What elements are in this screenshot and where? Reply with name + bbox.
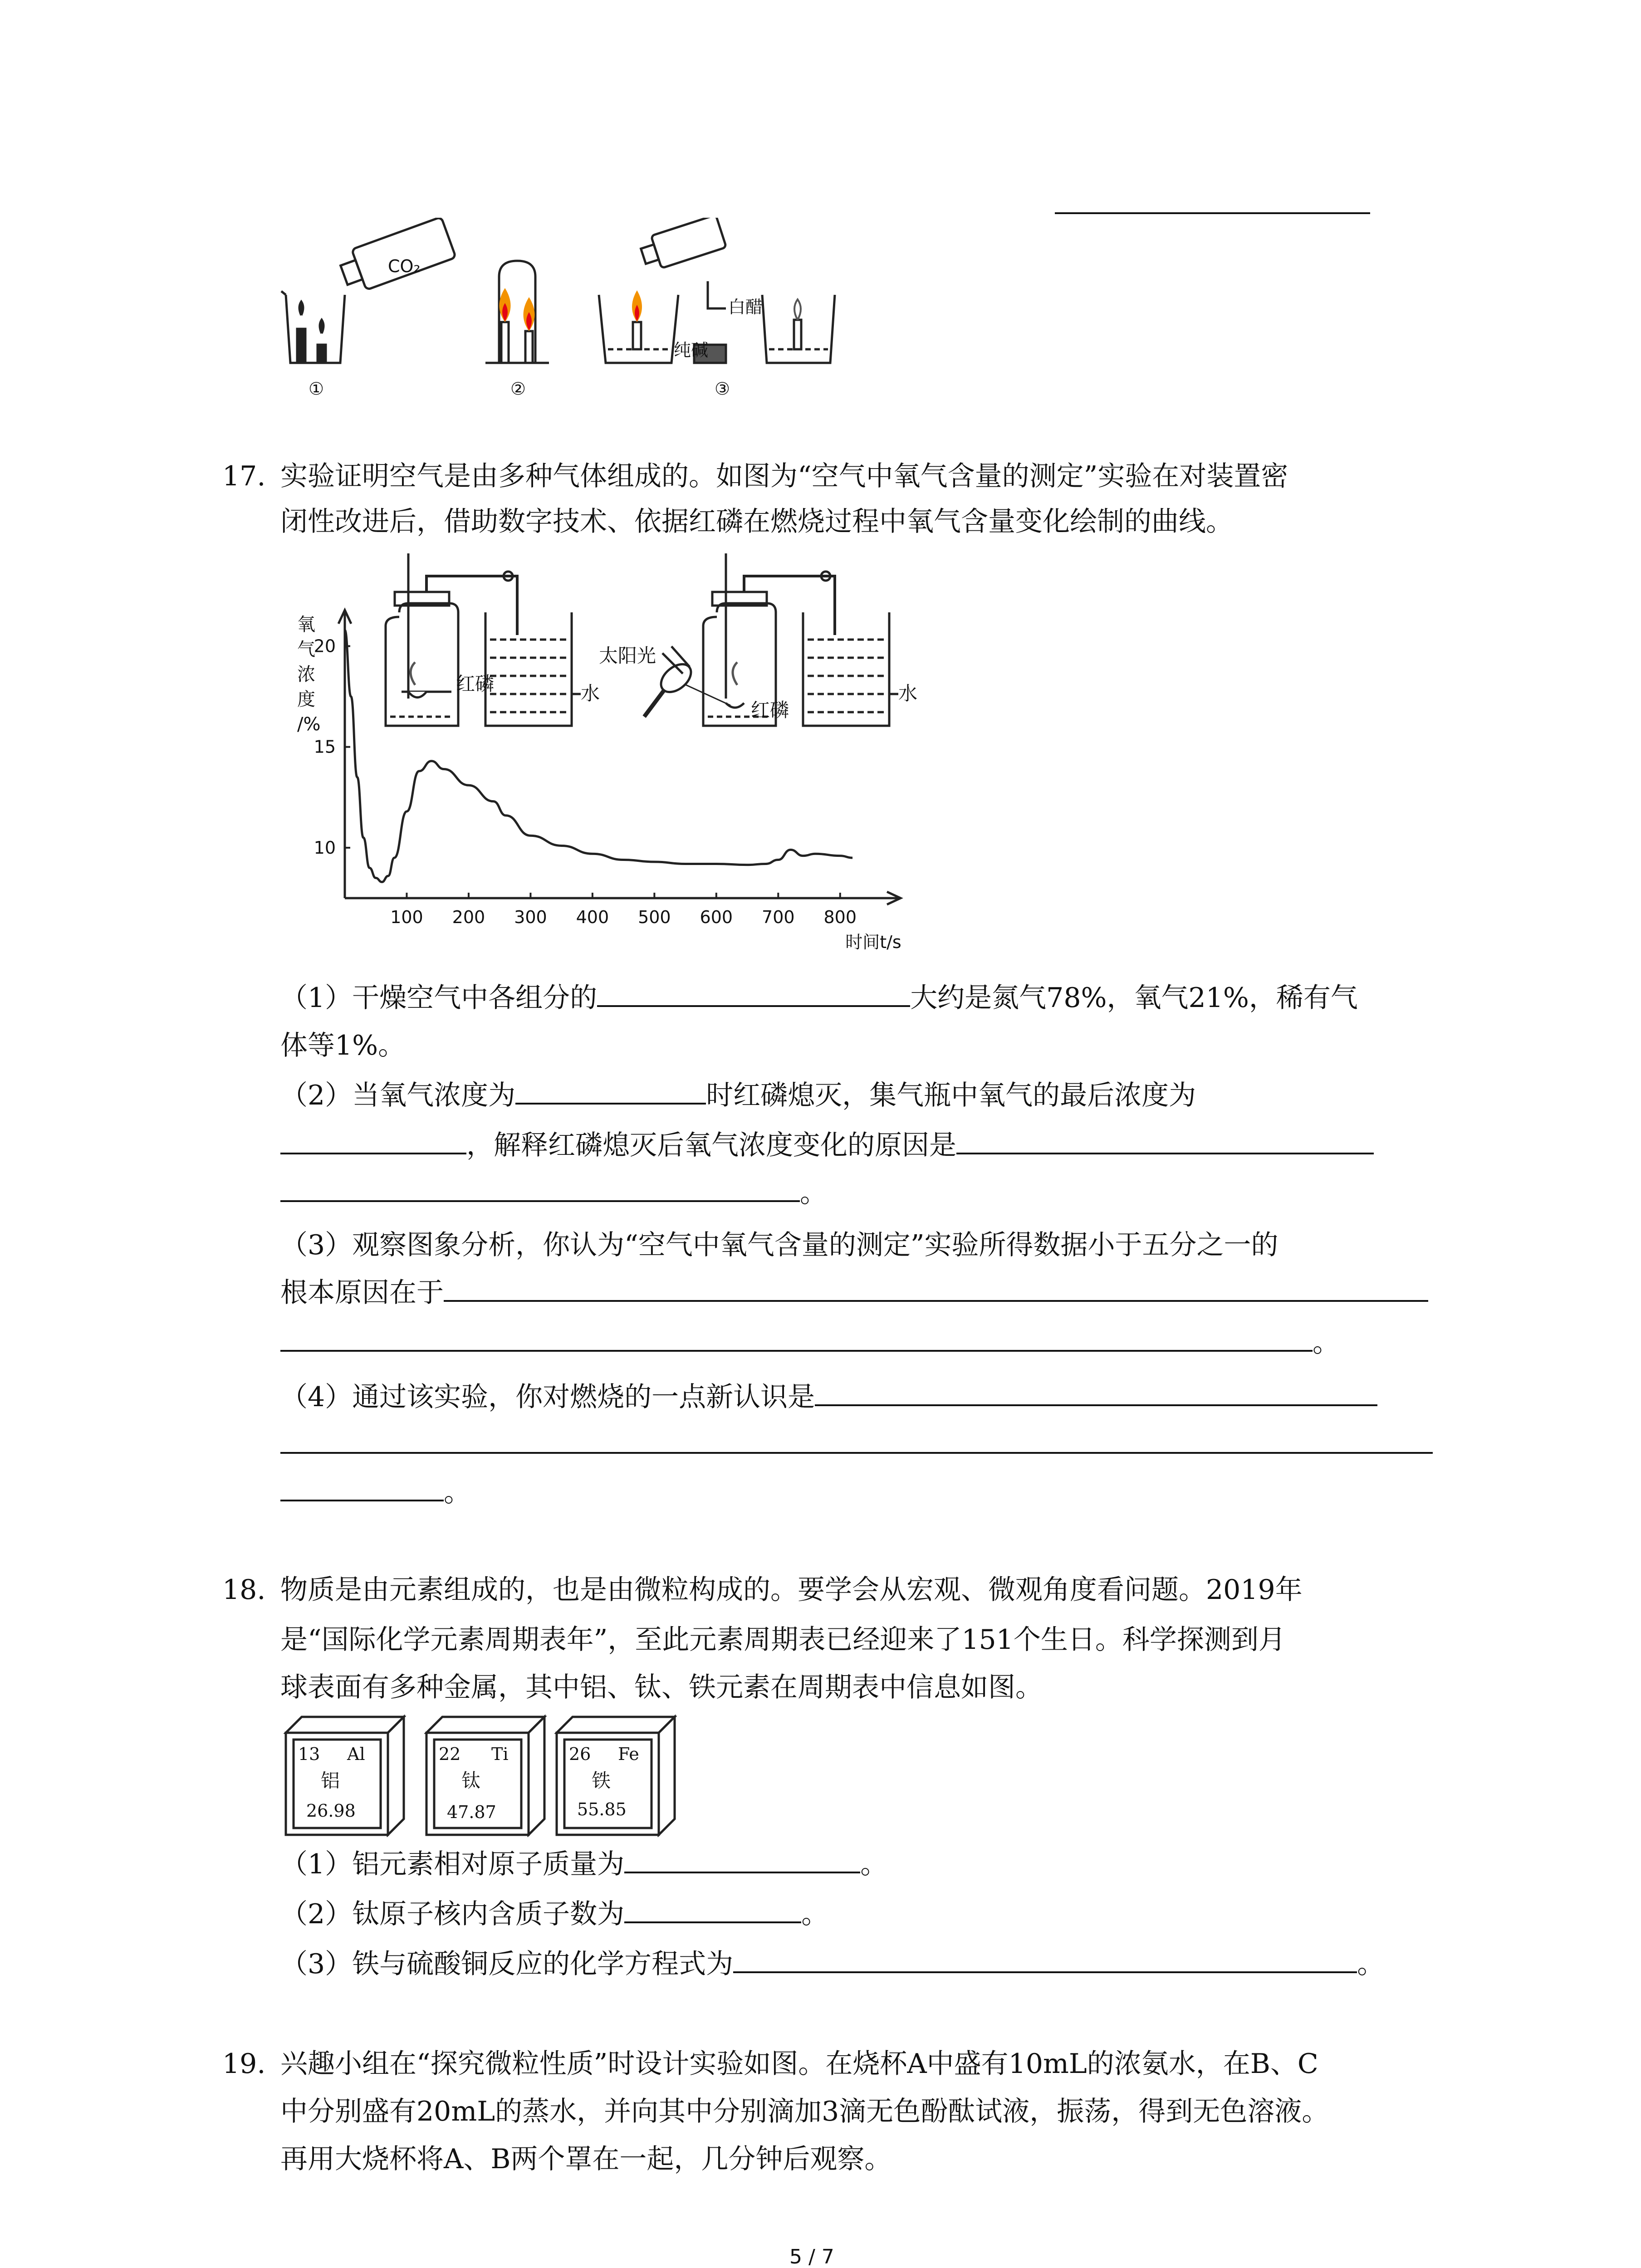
q17-part1-text-b: 大约是氮气78%，氧气21%，稀有气 [910,982,1358,1014]
figure-label-1: ① [309,379,324,399]
sunlight-label: 太阳光 [599,645,656,667]
q17-part2-text-b: 时红磷熄灭，集气瓶中氧气的最后浓度为 [706,1080,1196,1111]
q17-part4-blank-3[interactable] [280,1472,444,1501]
q17-part2-line3 [280,1170,827,1216]
x-tick-label: 400 [576,907,609,927]
al-number: 13 [298,1744,320,1764]
water-label-left: 水 [581,682,600,704]
x-tick-label: 500 [638,907,671,927]
q18-part2-end: 。 [801,1898,829,1930]
element-card-fe [554,1715,677,1839]
q17-part4-end: 。 [444,1476,471,1508]
fe-mass: 55.85 [577,1799,627,1819]
element-card-al [284,1715,406,1839]
ti-symbol: Ti [491,1744,509,1764]
q18-part2 [280,1892,828,1937]
x-tick-label: 200 [452,907,485,927]
ti-name: 钛 [461,1769,481,1792]
top-answer-blank[interactable] [1055,212,1370,214]
q17-part2-line1 [280,1073,1196,1118]
q17-part2-text-c: ，解释红磷熄灭后氧气浓度变化的原因是 [466,1129,956,1161]
q17-part2-end: 。 [800,1177,827,1209]
al-mass: 26.98 [306,1801,356,1821]
q19-line-2: 中分别盛有20mL的蒸水，并向其中分别滴加3滴无色酚酞试液，振荡，得到无色溶液。 [280,2096,1329,2127]
q18-number: 18. [222,1574,266,1606]
q17-part3-text-b: 根本原因在于 [280,1277,444,1309]
q18-part1-end: 。 [860,1848,888,1880]
y-tick-label: 20 [314,636,336,656]
figure-label-2: ② [510,379,526,399]
q19-line-3: 再用大烧杯将A、B两个罩在一起，几分钟后观察。 [280,2143,892,2175]
q18-line-1: 物质是由元素组成的，也是由微粒构成的。要学会从宏观、微观角度看问题。2019年 [280,1574,1303,1606]
ti-mass: 47.87 [447,1802,496,1822]
q17-part3-end: 。 [1313,1327,1340,1359]
ti-number: 22 [439,1744,461,1764]
q18-part2-blank[interactable] [624,1894,801,1923]
co2-label: CO₂ [388,256,421,276]
q17-part3-blank-1[interactable] [444,1273,1428,1302]
q18-line-2: 是“国际化学元素周期表年”，至此元素周期表已经迎来了151个生日。科学探测到月 [280,1624,1286,1656]
oxygen-curve [345,630,852,882]
al-symbol: Al [347,1744,365,1764]
water-label-right: 水 [898,682,918,704]
x-tick-label: 600 [700,907,733,927]
candle-experiment-figure [272,218,862,408]
q17-part2-blank-4[interactable] [280,1173,800,1202]
q18-part3-text: （3）铁与硫酸铜反应的化学方程式为 [280,1948,734,1980]
fe-symbol: Fe [618,1744,639,1764]
soda-label: 纯碱 [674,340,709,360]
q17-part2-line2 [280,1123,1374,1168]
y-axis-label: 氧气浓度/% [297,614,321,735]
q18-part1 [280,1842,887,1887]
q17-part2-blank-2[interactable] [280,1125,466,1154]
q19-line-1: 兴趣小组在“探究微粒性质”时设计实验如图。在烧杯A中盛有10mL的浓氨水，在B、C [280,2048,1318,2080]
q17-line-2: 闭性改进后，借助数字技术、依据红磷在燃烧过程中氧气含量变化绘制的曲线。 [280,506,1233,538]
x-tick-label: 100 [390,907,423,927]
q17-part4-line2 [280,1422,1433,1467]
al-name: 铝 [321,1769,340,1792]
q17-part4-line3 [280,1470,471,1515]
fe-name: 铁 [592,1769,611,1792]
q17-part1-blank[interactable] [597,978,910,1007]
q17-part4-blank-1[interactable] [815,1377,1377,1406]
q17-part1-line2: 体等1%。 [280,1030,406,1061]
oxygen-concentration-chart [272,603,916,975]
q18-part3-blank[interactable] [733,1944,1357,1973]
q17-part2-blank-1[interactable] [515,1075,706,1105]
q18-part2-text: （2）钛原子核内含质子数为 [280,1898,625,1930]
y-tick-label: 10 [314,837,336,858]
q17-part2-text-a: （2）当氧气浓度为 [280,1080,516,1111]
q18-part3-end: 。 [1357,1948,1385,1980]
page-number: 5 / 7 [789,2245,834,2268]
x-tick-label: 300 [514,907,547,927]
figure-label-3: ③ [715,379,730,399]
q17-part4-line1 [280,1374,1377,1420]
vinegar-label: 白醋 [728,297,763,317]
x-tick-label: 800 [823,907,857,927]
q17-part4-blank-2[interactable] [280,1425,1433,1454]
q17-part3-line2 [280,1270,1428,1315]
x-axis-label: 时间t/s [845,932,901,952]
q17-part3-line1: （3）观察图象分析，你认为“空气中氧气含量的测定”实验所得数据小于五分之一的 [280,1229,1279,1261]
q18-part3 [280,1941,1384,1987]
red-phosphorus-label-right: 红磷 [751,699,789,721]
q17-part1-text-a: （1）干燥空气中各组分的 [280,982,598,1014]
q17-number: 17. [222,460,266,492]
red-phosphorus-label-left: 红磷 [456,673,495,695]
q17-part4-text-a: （4）通过该实验，你对燃烧的一点新认识是 [280,1381,815,1413]
q19-number: 19. [222,2048,266,2080]
q18-part1-text: （1）铝元素相对原子质量为 [280,1848,625,1880]
q18-line-3: 球表面有多种金属，其中铝、钛、铁元素在周期表中信息如图。 [280,1672,1043,1703]
x-tick-label: 700 [762,907,795,927]
fe-number: 26 [569,1744,591,1764]
q17-part1-line1 [280,975,1358,1021]
q18-part1-blank[interactable] [624,1844,860,1873]
q17-part3-blank-2[interactable] [280,1323,1313,1352]
q17-line-1: 实验证明空气是由多种气体组成的。如图为“空气中氧气含量的测定”实验在对装置密 [280,460,1288,492]
q17-part2-blank-3[interactable] [956,1125,1374,1154]
element-card-ti [424,1715,547,1839]
y-tick-label: 15 [314,737,336,757]
q17-part3-line3 [280,1320,1340,1365]
